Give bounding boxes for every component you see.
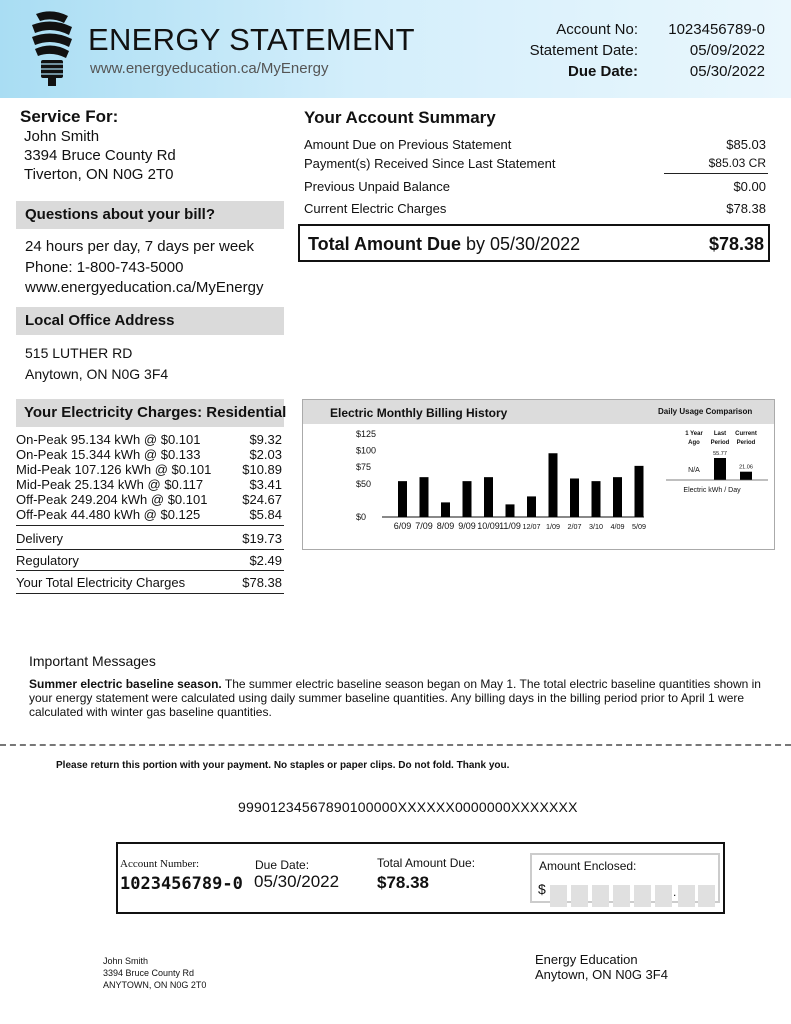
total-due-by: by 05/30/2022 — [466, 234, 581, 254]
charges-divider — [16, 570, 284, 571]
summary-label: Current Electric Charges — [304, 201, 447, 216]
from-address — [103, 955, 206, 991]
y-tick-label: $0 — [356, 512, 367, 522]
daily-value-label: 21.06 — [739, 464, 753, 471]
questions-hours: 24 hours per day, 7 days per week — [25, 238, 255, 255]
summary-amount: $85.03 — [726, 137, 766, 152]
stub-account-label: Account Number: — [120, 858, 200, 870]
y-tick-label: $125 — [356, 429, 377, 439]
charge-row — [16, 492, 284, 507]
questions-heading: Questions about your bill? — [25, 206, 216, 223]
billing-bar — [635, 466, 644, 517]
billing-bar — [441, 502, 450, 517]
x-tick-label: 5/09 — [632, 522, 646, 531]
account-no-label: Account No: — [556, 21, 638, 38]
x-tick-label: 6/09 — [393, 521, 412, 531]
x-tick-label: 9/09 — [458, 521, 476, 531]
account-no-value: 1023456789-0 — [668, 21, 765, 38]
due-date-label: Due Date: — [567, 63, 638, 80]
lightbulb-logo-icon — [28, 10, 76, 88]
charges-heading: Your Electricity Charges: Residential — [24, 404, 287, 421]
charge-amount: $5.84 — [249, 507, 282, 522]
charge-desc: On-Peak 15.344 kWh @ $0.133 — [16, 447, 201, 462]
to-name: Energy Education — [535, 952, 638, 967]
messages-heading: Important Messages — [29, 653, 156, 669]
statement-date-label: Statement Date: — [529, 42, 638, 59]
charges-divider — [16, 549, 284, 550]
messages-body — [29, 677, 769, 719]
service-name: John Smith — [24, 128, 100, 145]
digit-box[interactable] — [571, 885, 588, 907]
charges-list — [16, 432, 284, 522]
summary-amount: $0.00 — [733, 179, 766, 194]
y-tick-label: $75 — [356, 462, 372, 473]
stub-due-date: 05/30/2022 — [254, 872, 340, 891]
summary-rule — [664, 173, 768, 174]
to-address — [535, 952, 668, 982]
x-tick-label: 2/07 — [567, 522, 582, 531]
charge-row — [16, 432, 284, 447]
service-city: Tiverton, ON N0G 2T0 — [24, 166, 174, 183]
summary-label: Payment(s) Received Since Last Statement — [304, 156, 556, 171]
daily-category-label: Current — [735, 431, 757, 437]
billing-bar — [398, 481, 407, 517]
total-due-amount: $78.38 — [708, 234, 764, 254]
charge-desc: Mid-Peak 25.134 kWh @ $0.117 — [16, 477, 204, 492]
monthly-bars-group — [356, 429, 646, 531]
statement-date-value: 05/09/2022 — [689, 42, 765, 59]
billing-history-chart — [302, 399, 775, 550]
header-website: www.energyeducation.ca/MyEnergy — [90, 60, 329, 77]
charge-amount: $3.41 — [249, 477, 282, 492]
x-tick-label: 8/09 — [436, 521, 455, 531]
statement-title: ENERGY STATEMENT — [88, 22, 415, 57]
stub-due-label: Due Date: — [255, 858, 310, 872]
charge-desc: On-Peak 95.134 kWh @ $0.101 — [16, 432, 201, 447]
daily-category-label: Period — [736, 440, 756, 446]
billing-bar — [506, 504, 515, 517]
service-for-heading: Service For: — [20, 107, 119, 126]
return-note: Please return this portion with your payment. No staples or paper clips. Do not fold. Thank you. — [56, 760, 510, 771]
stub-total-label: Total Amount Due: — [377, 856, 476, 870]
digit-box[interactable] — [678, 885, 695, 907]
billing-bar — [570, 478, 579, 517]
total-due-label: Total Amount Due — [308, 234, 461, 254]
charge-amount: $9.32 — [249, 432, 282, 447]
digit-box[interactable] — [655, 885, 672, 907]
billing-bar — [592, 481, 601, 517]
total-amount-due-box — [298, 224, 770, 262]
x-tick-label: 7/09 — [415, 521, 433, 531]
questions-phone: Phone: 1-800-743-5000 — [25, 259, 184, 276]
regulatory-label: Regulatory — [16, 553, 79, 568]
chart-title: Electric Monthly Billing History — [330, 406, 508, 420]
digit-box[interactable] — [592, 885, 609, 907]
billing-bar — [463, 481, 472, 517]
charge-row — [16, 447, 284, 462]
y-tick-label: $100 — [356, 445, 377, 456]
digit-box[interactable] — [613, 885, 630, 907]
regulatory-amount: $2.49 — [249, 553, 282, 568]
x-tick-label: 1/09 — [546, 522, 560, 531]
decimal-point: . — [673, 885, 677, 899]
charge-desc: Off-Peak 249.204 kWh @ $0.101 — [16, 492, 208, 507]
from-city: ANYTOWN, ON N0G 2T0 — [103, 980, 207, 990]
account-summary-heading: Your Account Summary — [304, 108, 496, 127]
office-street: 515 LUTHER RD — [25, 345, 133, 361]
questions-bar — [16, 201, 284, 229]
delivery-label: Delivery — [16, 531, 63, 546]
y-tick-label: $50 — [356, 478, 372, 489]
amount-enclosed-field[interactable] — [530, 853, 720, 903]
questions-website[interactable]: www.energyeducation.ca/MyEnergy — [25, 279, 264, 296]
daily-usage-bar — [714, 458, 726, 480]
to-city: Anytown, ON N0G 3F4 — [535, 967, 668, 982]
daily-usage-bar — [740, 472, 752, 480]
x-tick-label: 3/10 — [589, 522, 603, 531]
x-tick-label: 12/07 — [522, 522, 541, 531]
charge-desc: Off-Peak 44.480 kWh @ $0.125 — [16, 507, 201, 522]
delivery-amount: $19.73 — [242, 531, 282, 546]
stub-account-number: 1023456789-0 — [120, 874, 243, 894]
charges-bar — [16, 399, 287, 427]
billing-bar — [420, 477, 429, 517]
service-street: 3394 Bruce County Rd — [24, 147, 176, 164]
billing-bar — [613, 477, 622, 517]
local-office-bar — [16, 307, 284, 335]
summary-amount: $78.38 — [726, 201, 766, 216]
stub-total-amount: $78.38 — [377, 873, 429, 892]
digit-box[interactable] — [634, 885, 651, 907]
from-street: 3394 Bruce County Rd — [103, 968, 195, 978]
daily-category-label: Period — [710, 440, 730, 446]
daily-value-label: N/A — [688, 467, 700, 474]
payment-stub — [116, 842, 725, 914]
from-name: John Smith — [103, 956, 149, 966]
daily-category-label: Last — [713, 431, 727, 437]
billing-bar — [484, 477, 493, 517]
daily-usage-title: Daily Usage Comparison — [658, 407, 753, 416]
tear-line — [0, 744, 791, 746]
charge-amount: $24.67 — [242, 492, 282, 507]
currency-symbol: $ — [538, 881, 546, 897]
micr-line: 99901234567890100000XXXXXX0000000XXXXXXX — [238, 799, 578, 815]
daily-xlabel: Electric kWh / Day — [683, 487, 741, 494]
summary-amount: $85.03 CR — [708, 156, 766, 170]
daily-category-label: Ago — [688, 440, 700, 446]
charge-row — [16, 477, 284, 492]
x-tick-label: 10/09 — [477, 521, 500, 531]
daily-value-label: 55.77 — [713, 451, 727, 457]
daily-usage-group — [666, 431, 768, 494]
x-tick-label: 4/09 — [610, 522, 625, 531]
billing-bar — [527, 496, 536, 517]
charges-divider — [16, 593, 284, 594]
charge-row — [16, 462, 284, 477]
office-city: Anytown, ON N0G 3F4 — [25, 366, 169, 382]
charge-desc: Mid-Peak 107.126 kWh @ $0.101 — [16, 462, 212, 477]
charges-total-amount: $78.38 — [242, 575, 282, 590]
charge-amount: $10.89 — [242, 462, 282, 477]
local-office-heading: Local Office Address — [25, 312, 175, 329]
daily-category-label: 1 Year — [685, 431, 703, 437]
x-tick-label: 11/09 — [499, 521, 521, 531]
summary-label: Amount Due on Previous Statement — [304, 137, 512, 152]
charge-amount: $2.03 — [249, 447, 282, 462]
message-lead: Summer electric baseline season. — [29, 677, 222, 691]
amount-enclosed-label: Amount Enclosed: — [539, 859, 637, 873]
due-date-value: 05/30/2022 — [689, 63, 765, 80]
charges-total-label: Your Total Electricity Charges — [16, 575, 186, 590]
charges-divider — [16, 525, 284, 526]
digit-box[interactable] — [550, 885, 567, 907]
message-text: The summer electric baseline season began on May 1. The total electric baseline quantities shown in your energy statement were calculated using daily summer baseline quantities. Any billing days in the billing period prior to April 1 were calculated with winter gas baseline quantities. — [29, 677, 761, 719]
digit-box[interactable] — [698, 885, 715, 907]
billing-bar — [549, 453, 558, 517]
charge-row — [16, 507, 284, 522]
summary-label: Previous Unpaid Balance — [304, 179, 450, 194]
